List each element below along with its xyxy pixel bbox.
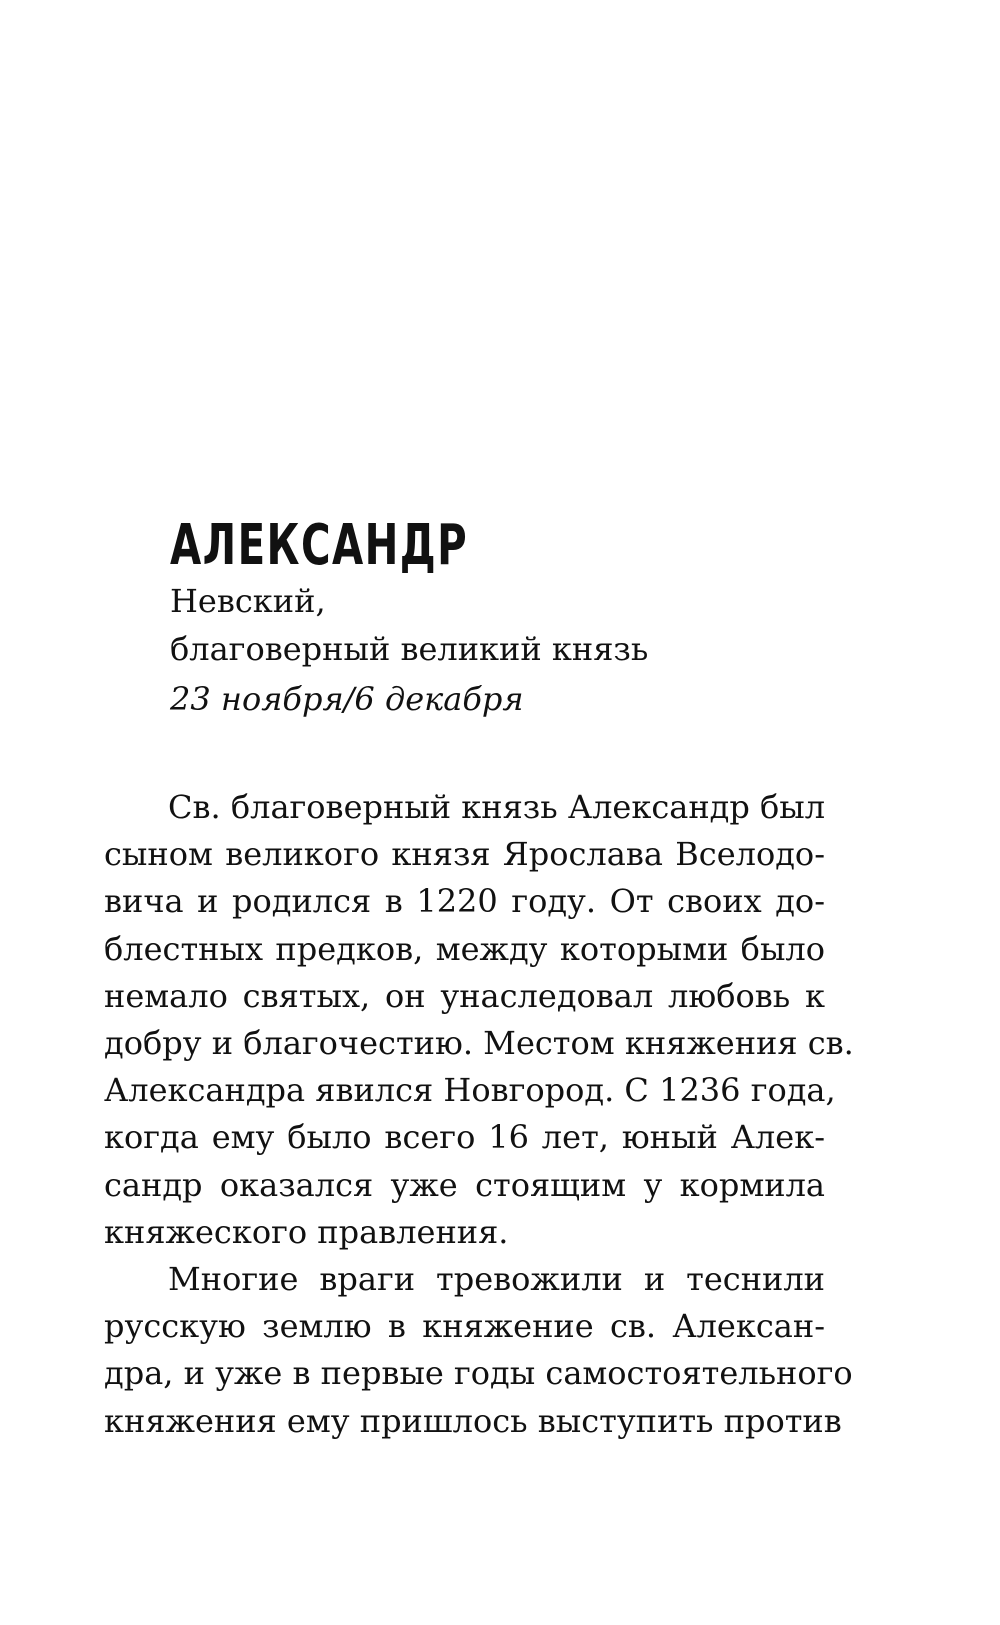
- entry-heading: [170, 515, 890, 725]
- text-line: блестных предков, между которыми было: [104, 929, 825, 968]
- text-line: русскую землю в княжение св. Алексан-: [104, 1307, 825, 1346]
- text-line: дра, и уже в первые годы самостоятельного: [104, 1354, 853, 1393]
- text-line: немало святых, он унаследовал любовь к: [104, 976, 825, 1015]
- feast-date: 23 ноября/6 декабря: [170, 680, 524, 718]
- paragraph-2: [104, 1256, 853, 1445]
- text-line: Св. благоверный князь Александр был: [168, 788, 826, 826]
- entry-subtitle-line-1: Невский,: [170, 582, 326, 620]
- text-line: вича и родился в 1220 году. От своих до-: [104, 882, 825, 921]
- text-line: сандр оказался уже стоящим у кормила: [104, 1165, 825, 1204]
- paragraph-1: [104, 784, 854, 1256]
- text-line: Александра явился Новгород. С 1236 года,: [104, 1071, 836, 1110]
- text-line: когда ему было всего 16 лет, юный Алек-: [104, 1118, 825, 1157]
- text-line: княжения ему пришлось выступить против: [104, 1401, 842, 1440]
- text-line: добру и благочестию. Местом княжения св.: [104, 1024, 854, 1063]
- entry-subtitle-line-2: благоверный великий князь: [170, 630, 649, 668]
- entry-title: АЛЕКСАНДР: [170, 513, 469, 578]
- text-line: княжеского правления.: [104, 1212, 509, 1251]
- body-text: [104, 784, 854, 1445]
- text-line: Многие враги тревожили и теснили: [168, 1260, 825, 1299]
- text-line: сыном великого князя Ярослава Вселодо-: [104, 835, 825, 874]
